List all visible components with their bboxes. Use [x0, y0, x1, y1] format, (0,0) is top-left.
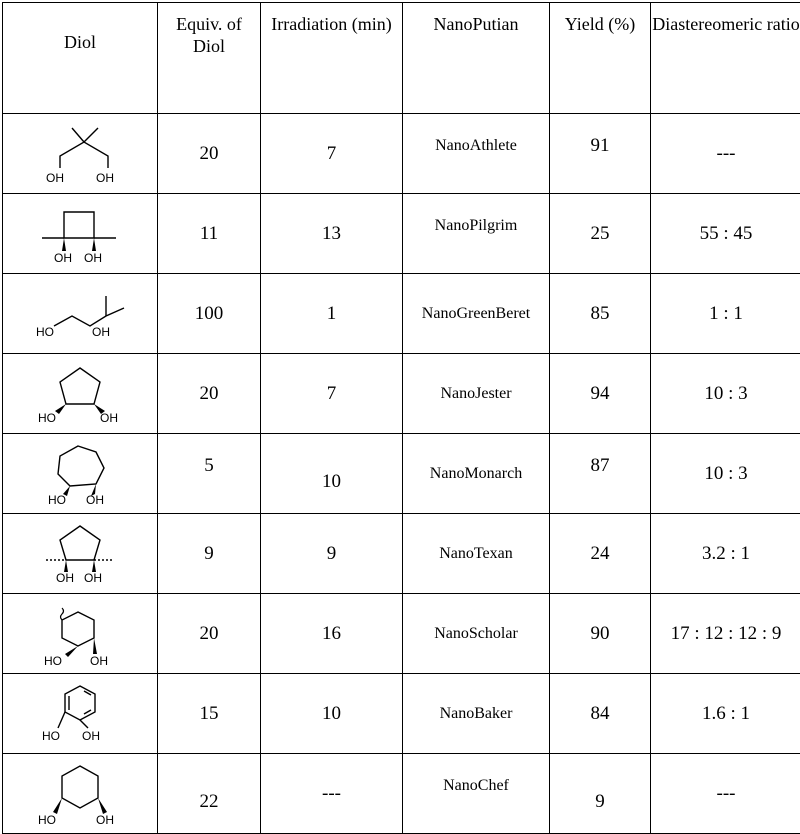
yield-cell: 87	[550, 434, 651, 514]
nanoputian-cell: NanoAthlete	[403, 114, 550, 194]
oh-label: OH	[96, 171, 114, 185]
diol-structure	[3, 114, 158, 194]
oh-label: OH	[84, 571, 102, 585]
ratio-cell: 10 : 3	[651, 354, 800, 434]
yield-cell: 94	[550, 354, 651, 434]
yield-cell: 90	[550, 594, 651, 674]
ratio-cell: ---	[651, 754, 800, 834]
irradiation-cell: 16	[261, 594, 403, 674]
diol-structure	[3, 354, 158, 434]
header-ratio: Diastereomeric ratio	[651, 3, 800, 114]
oh-label: HO	[44, 654, 62, 666]
diol-structure	[3, 754, 158, 834]
table-row	[3, 434, 800, 514]
oh-label: OH	[86, 493, 104, 506]
equiv-cell: 15	[158, 674, 261, 754]
diol-structure	[3, 194, 158, 274]
irradiation-cell: ---	[261, 754, 403, 834]
equiv-cell: 9	[158, 514, 261, 594]
nanoputian-cell: NanoBaker	[403, 674, 550, 754]
oh-label: OH	[56, 571, 74, 585]
yield-cell: 85	[550, 274, 651, 354]
oh-label: OH	[82, 729, 100, 743]
table-row	[3, 114, 800, 194]
ratio-cell: 1 : 1	[651, 274, 800, 354]
oh-label: HO	[48, 493, 66, 506]
oh-label: HO	[36, 325, 54, 339]
header-yield: Yield (%)	[550, 3, 651, 114]
oh-label: OH	[100, 411, 118, 425]
diol-structure	[3, 514, 158, 594]
nanoputian-cell: NanoScholar	[403, 594, 550, 674]
methylcyclohexanediol-structure	[30, 602, 130, 666]
cyclohexanediol-structure	[30, 762, 130, 826]
nanoputian-cell: NanoGreenBeret	[403, 274, 550, 354]
nanoputian-cell: NanoMonarch	[403, 434, 550, 514]
oh-label: OH	[54, 251, 72, 265]
diol-structure	[3, 674, 158, 754]
nanoputian-cell: NanoPilgrim	[403, 194, 550, 274]
table-row	[3, 514, 800, 594]
equiv-cell: 20	[158, 354, 261, 434]
nanoputian-cell: NanoChef	[403, 754, 550, 834]
irradiation-cell: 13	[261, 194, 403, 274]
table-row	[3, 274, 800, 354]
table-row	[3, 754, 800, 834]
header-nanoputian: NanoPutian	[403, 3, 550, 114]
yield-cell: 84	[550, 674, 651, 754]
table-row	[3, 674, 800, 754]
neopentyl-glycol-structure	[30, 122, 130, 186]
ratio-cell: 55 : 45	[651, 194, 800, 274]
butanediol-structure	[30, 282, 130, 346]
yield-cell: 24	[550, 514, 651, 594]
dimethylcyclopentanediol-structure	[30, 522, 130, 586]
ratio-cell: 1.6 : 1	[651, 674, 800, 754]
table-row	[3, 354, 800, 434]
cycloheptanediol-structure	[30, 442, 130, 506]
ratio-cell: 3.2 : 1	[651, 514, 800, 594]
equiv-cell: 20	[158, 594, 261, 674]
header-irradiation: Irradiation (min)	[261, 3, 403, 114]
table-row	[3, 194, 800, 274]
cyclopentanediol-structure	[30, 362, 130, 426]
equiv-cell: 22	[158, 754, 261, 834]
header-row	[3, 3, 800, 114]
irradiation-cell: 7	[261, 354, 403, 434]
irradiation-cell: 10	[261, 434, 403, 514]
header-diol: Diol	[3, 3, 158, 114]
oh-label: OH	[96, 813, 114, 826]
yield-cell: 25	[550, 194, 651, 274]
diol-structure	[3, 274, 158, 354]
ratio-cell: 17 : 12 : 12 : 9	[651, 594, 800, 674]
irradiation-cell: 1	[261, 274, 403, 354]
equiv-cell: 20	[158, 114, 261, 194]
yield-cell: 9	[550, 754, 651, 834]
oh-label: HO	[38, 411, 56, 425]
oh-label: HO	[42, 729, 60, 743]
oh-label: OH	[92, 325, 110, 339]
oh-label: OH	[90, 654, 108, 666]
diol-results-table	[2, 2, 800, 834]
irradiation-cell: 10	[261, 674, 403, 754]
equiv-cell: 5	[158, 434, 261, 514]
ratio-cell: ---	[651, 114, 800, 194]
oh-label: HO	[38, 813, 56, 826]
diol-structure	[3, 594, 158, 674]
nanoputian-cell: NanoTexan	[403, 514, 550, 594]
oh-label: OH	[84, 251, 102, 265]
nanoputian-cell: NanoJester	[403, 354, 550, 434]
equiv-cell: 11	[158, 194, 261, 274]
header-equiv: Equiv. of Diol	[158, 3, 261, 114]
oh-label: OH	[46, 171, 64, 185]
dimethylcyclobutanediol-structure	[30, 202, 130, 266]
diol-structure	[3, 434, 158, 514]
ratio-cell: 10 : 3	[651, 434, 800, 514]
yield-cell: 91	[550, 114, 651, 194]
catechol-structure	[30, 682, 130, 746]
irradiation-cell: 7	[261, 114, 403, 194]
irradiation-cell: 9	[261, 514, 403, 594]
equiv-cell: 100	[158, 274, 261, 354]
table-row	[3, 594, 800, 674]
